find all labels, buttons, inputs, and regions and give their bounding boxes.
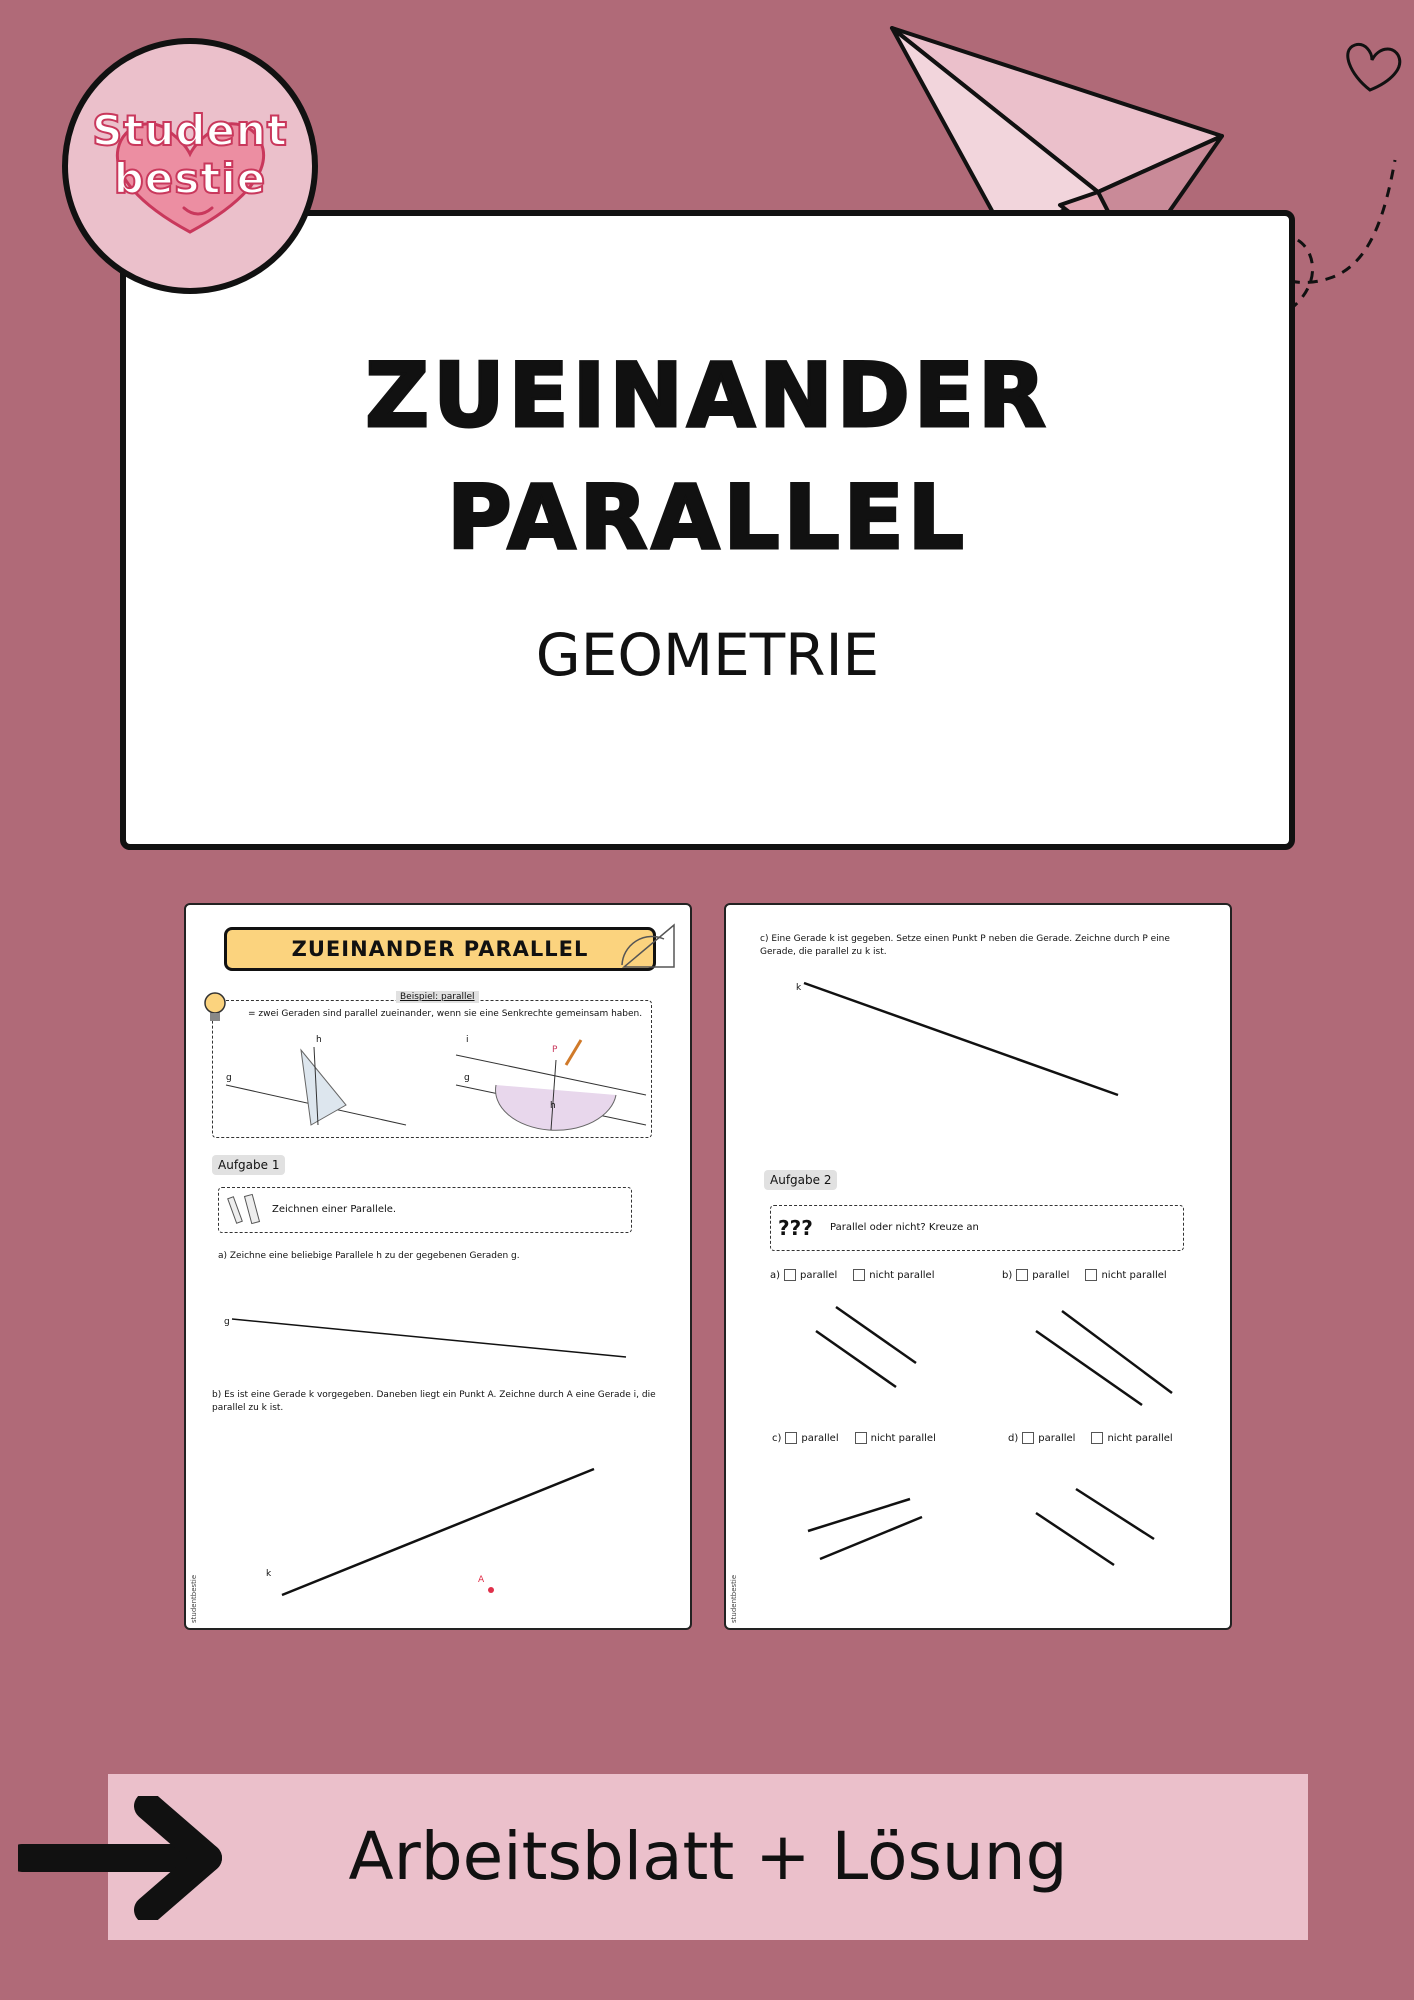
parallel-example-figure: [216, 1025, 656, 1135]
definition-text: = zwei Geraden sind parallel zueinander, wenn sie eine Senkrechte gemeinsam haben.: [248, 1009, 643, 1019]
logo-line-2: bestie: [113, 154, 267, 203]
task-c-text: c) Eine Gerade k ist gegeben. Setze einen Punkt P neben die Gerade. Zeichne durch P eine Gerade, die parallel zu k ist.: [760, 934, 1170, 957]
fig-label-h2: h: [550, 1101, 556, 1111]
option-d-no: nicht parallel: [1107, 1432, 1173, 1444]
example-label: Beispiel: parallel: [396, 991, 479, 1003]
label-A: A: [478, 1575, 485, 1585]
svg-text:???: ???: [778, 1216, 813, 1240]
label-g: g: [224, 1317, 230, 1327]
checkbox-b-parallel[interactable]: [1016, 1269, 1028, 1281]
instruction-text-2: Parallel oder nicht? Kreuze an: [830, 1222, 979, 1233]
option-a-no: nicht parallel: [869, 1269, 935, 1281]
pencil-ruler-icon: [226, 1193, 266, 1227]
option-b-no: nicht parallel: [1101, 1269, 1167, 1281]
worksheet-preview-page-2: [724, 903, 1232, 1630]
lightbulb-icon: [200, 987, 230, 1029]
checkbox-d-not-parallel[interactable]: [1091, 1432, 1103, 1444]
option-c: [772, 1432, 936, 1444]
label-k-right: k: [796, 983, 802, 993]
label-k: k: [266, 1569, 272, 1579]
fig-label-g: g: [226, 1073, 232, 1083]
title-card: [120, 210, 1295, 850]
bottom-label: Arbeitsblatt + Lösung: [348, 1818, 1068, 1895]
figure-a-b: [726, 1295, 1232, 1415]
option-a-letter: a): [770, 1269, 781, 1281]
worksheet-preview-page-1: [184, 903, 692, 1630]
option-b-letter: b): [1002, 1269, 1013, 1281]
checkbox-a-parallel[interactable]: [784, 1269, 796, 1281]
task-a-text: a) Zeichne eine beliebige Parallele h zu der gegebenen Geraden g.: [218, 1251, 520, 1261]
option-c-yes: parallel: [801, 1432, 839, 1444]
line-k: [186, 1445, 692, 1625]
instruction-text: Zeichnen einer Parallele.: [272, 1204, 397, 1215]
heart-outline-icon: [1348, 44, 1400, 90]
title-line-1: ZUEINANDER: [365, 344, 1050, 447]
option-b: [1002, 1269, 1167, 1281]
fig-label-i: i: [466, 1035, 469, 1045]
option-c-no: nicht parallel: [870, 1432, 936, 1444]
worksheet-banner: ZUEINANDER PARALLEL: [224, 927, 656, 971]
option-b-yes: parallel: [1032, 1269, 1070, 1281]
task-b-text: b) Es ist eine Gerade k vorgegeben. Daneben liegt ein Punkt A. Zeichne durch A eine Gerade i, die parallel zu k ist.: [212, 1390, 656, 1413]
option-a: [770, 1269, 935, 1281]
line-k-right: [726, 965, 1232, 1105]
fig-label-h: h: [316, 1035, 322, 1045]
aufgabe-2-label: Aufgabe 2: [764, 1170, 837, 1190]
fig-label-p: P: [552, 1045, 558, 1055]
checkbox-d-parallel[interactable]: [1022, 1432, 1034, 1444]
fig-label-g2: g: [464, 1073, 470, 1083]
bottom-banner: [108, 1774, 1308, 1940]
option-d-letter: d): [1008, 1432, 1019, 1444]
aufgabe-1-label: Aufgabe 1: [212, 1155, 285, 1175]
checkbox-b-not-parallel[interactable]: [1085, 1269, 1097, 1281]
brand-logo: [62, 38, 318, 294]
option-a-yes: parallel: [800, 1269, 838, 1281]
line-g: [186, 1305, 692, 1385]
subtitle: GEOMETRIE: [535, 621, 880, 689]
checkbox-c-parallel[interactable]: [785, 1432, 797, 1444]
smile-icon: [180, 204, 216, 220]
arrow-right-icon: [18, 1796, 230, 1920]
set-square-icon: [614, 917, 684, 977]
footer-credit: studentbestie: [190, 1574, 198, 1623]
option-c-letter: c): [772, 1432, 782, 1444]
option-d: [1008, 1432, 1173, 1444]
figure-c-d: [726, 1475, 1232, 1605]
option-d-yes: parallel: [1038, 1432, 1076, 1444]
title-line-2: PARALLEL: [447, 466, 968, 569]
footer-credit-2: studentbestie: [730, 1574, 738, 1623]
checkbox-a-not-parallel[interactable]: [853, 1269, 865, 1281]
logo-line-1: Student: [92, 106, 288, 155]
checkbox-c-not-parallel[interactable]: [855, 1432, 867, 1444]
question-marks-icon: [776, 1211, 824, 1245]
